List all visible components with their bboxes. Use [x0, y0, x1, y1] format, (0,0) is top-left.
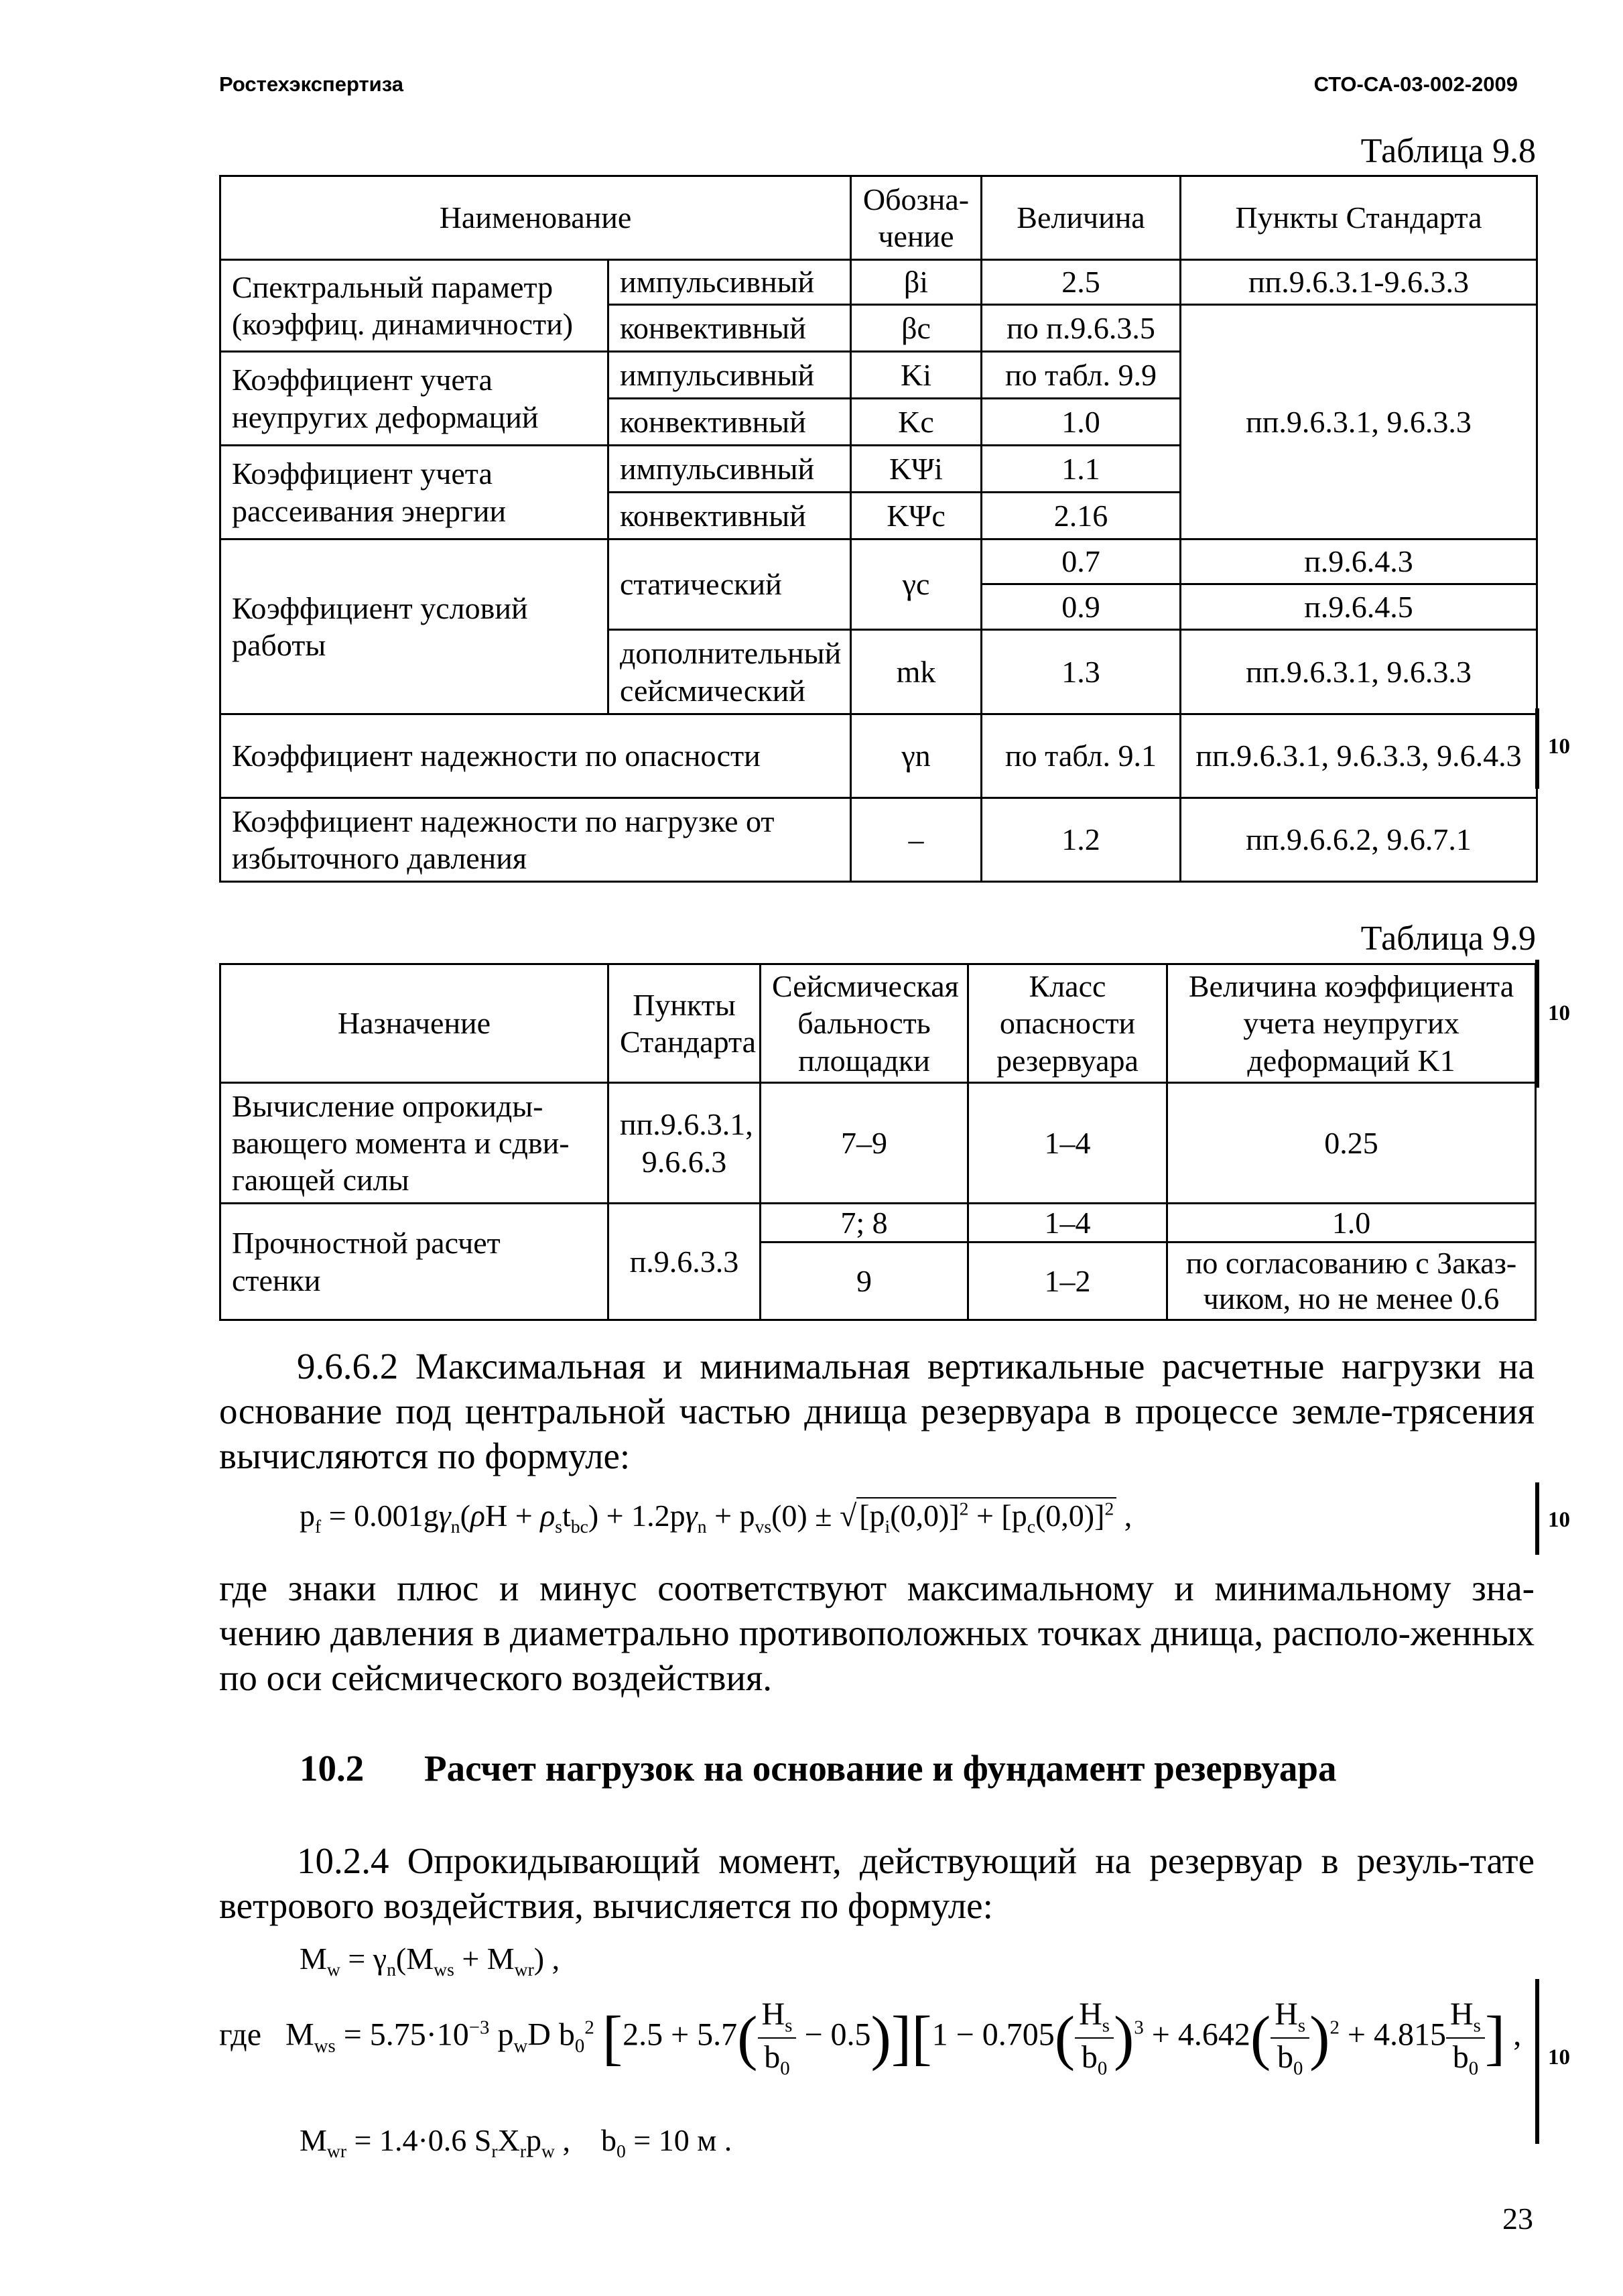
change-mark: 10 — [1548, 1001, 1570, 1025]
row-overturning-clauses: пп.9.6.3.1, 9.6.6.3 — [608, 1083, 761, 1204]
row-work-static-clauses-1: п.9.6.4.3 — [1181, 539, 1537, 584]
row-dissipation-convective-value: 2.16 — [982, 493, 1181, 539]
row-spectral-name: Спектральный параметр (коэффиц. динамичности) — [220, 260, 608, 352]
row-inelastic-name: Коэффициент учета неупругих деформаций — [220, 352, 608, 446]
row-strength-class-1: 1–4 — [968, 1204, 1167, 1242]
paragraph-9-6-6-2: 9.6.6.2 Максимальная и минимальная вертикальные расчетные нагрузки на основание под центральной частью днища резервуара в процессе земле-трясения вычисляются по формуле: — [219, 1346, 1535, 1476]
row-work-seismic-symbol: mk — [851, 630, 982, 714]
row-strength-purpose: Прочностной расчет стенки — [220, 1204, 608, 1320]
row-load-symbol: – — [851, 798, 982, 882]
row-work-static-value-1: 0.7 — [982, 539, 1181, 584]
table-9-9 — [219, 963, 1537, 1321]
rows-shared-clauses: пп.9.6.3.1, 9.6.3.3 — [1181, 305, 1537, 539]
row-dissipation-impulsive-value: 1.1 — [982, 446, 1181, 493]
row-work-seismic: дополнительный сейсмический — [608, 630, 851, 714]
row-work-name: Коэффициент условий работы — [220, 539, 608, 714]
row-overturning-purpose: Вычисление опрокиды-вающего момента и сдви-гающей силы — [220, 1083, 608, 1204]
column-header-purpose: Назначение — [220, 964, 608, 1083]
row-spectral-impulsive: импульсивный — [608, 260, 851, 305]
table-9-8 — [219, 175, 1538, 883]
row-strength-class-2: 1–2 — [968, 1242, 1167, 1320]
row-reliability-symbol: γn — [851, 714, 982, 798]
section-title: Расчет нагрузок на основание и фундамент резервуара — [424, 1748, 1337, 1789]
row-inelastic-impulsive: импульсивный — [608, 352, 851, 399]
row-work-seismic-value: 1.3 — [982, 630, 1181, 714]
row-dissipation-impulsive: импульсивный — [608, 446, 851, 493]
where-label: где — [219, 2017, 262, 2053]
column-header-seismic: Сейсмическая бальность площадки — [761, 964, 968, 1083]
change-mark: 10 — [1548, 735, 1570, 759]
row-reliability-name: Коэффициент надежности по опасности — [220, 714, 851, 798]
row-inelastic-convective-value: 1.0 — [982, 399, 1181, 446]
row-reliability-value: по табл. 9.1 — [982, 714, 1181, 798]
page-number: 23 — [1502, 2202, 1533, 2236]
column-header-clauses: Пункты Стандарта — [1181, 176, 1537, 260]
row-inelastic-convective-symbol: Kc — [851, 399, 982, 446]
row-load-clauses: пп.9.6.6.2, 9.6.7.1 — [1181, 798, 1537, 882]
row-overturning-seismic: 7–9 — [761, 1083, 968, 1204]
row-load-name: Коэффициент надежности по нагрузке от избыточного давления — [220, 798, 851, 882]
row-inelastic-impulsive-symbol: Ki — [851, 352, 982, 399]
row-inelastic-convective: конвективный — [608, 399, 851, 446]
row-spectral-convective: конвективный — [608, 305, 851, 352]
row-overturning-coefficient: 0.25 — [1167, 1083, 1536, 1204]
formula-mwr: $M_{wr} = 1.4\cdot 0.6$ $S_rX_rp_w$ , $b_0 = 10$ м . — [300, 2123, 732, 2162]
formula-pf: $p_f = 0.001g\gamma_n(\rho H + \rho_st_{bc}) + 1.2p\gamma_n + p_{vs}(0) \pm √[p_i(0,0)]^2 + [p_c(0,0)]^2$ , — [300, 1498, 1132, 1537]
row-strength-seismic-1: 7; 8 — [761, 1204, 968, 1242]
change-bar — [1535, 708, 1539, 789]
row-spectral-convective-symbol: βc — [851, 305, 982, 352]
column-header-clauses: Пункты Стандарта — [608, 964, 761, 1083]
row-strength-coefficient-2: по согласованию с Заказ-чиком, но не менее 0.6 — [1167, 1242, 1536, 1320]
column-header-value: Величина — [982, 176, 1181, 260]
column-header-name: Наименование — [220, 176, 851, 260]
row-work-static-symbol: γc — [851, 539, 982, 630]
formula-mws: где $M_{ws} = 5.75\cdot 10^{-3}$ $p_wD$ $b_0^2$ [2.5 + 5.7( $\frac{H_s}{b_0}$ − 0.5)][1 − 0.705( $\frac{H_s}{b_0}$ )$^3$ + 4.642( $\frac{H_s}{b_0}$ )$^2$ + 4.815 $\frac{H_s}{b_0}$ ] , — [219, 1996, 1522, 2080]
change-mark: 10 — [1548, 1508, 1570, 1532]
row-inelastic-impulsive-value: по табл. 9.9 — [982, 352, 1181, 399]
header-document-code: СТО-СА-03-002-2009 — [1313, 72, 1518, 96]
column-header-class: Класс опасности резервуара — [968, 964, 1167, 1083]
row-overturning-class: 1–4 — [968, 1083, 1167, 1204]
change-bar — [1535, 1482, 1539, 1555]
row-strength-clauses: п.9.6.3.3 — [608, 1204, 761, 1320]
row-work-seismic-clauses: пп.9.6.3.1, 9.6.3.3 — [1181, 630, 1537, 714]
row-dissipation-convective-symbol: KΨc — [851, 493, 982, 539]
row-spectral-impulsive-value: 2.5 — [982, 260, 1181, 305]
row-strength-coefficient-1: 1.0 — [1167, 1204, 1536, 1242]
row-work-static-value-2: 0.9 — [982, 584, 1181, 630]
row-work-static: статический — [608, 539, 851, 630]
paragraph-where-signs: где знаки плюс и минус соответствуют максимальному и минимальному зна-чению давления в диаметрально противоположных точках днища, располо-женных по оси сейсмического воздействия. — [219, 1568, 1535, 1698]
row-spectral-convective-value: по п.9.6.3.5 — [982, 305, 1181, 352]
paragraph-10-2-4: 10.2.4 Опрокидывающий момент, действующий на резервуар в резуль-тате ветрового воздействия, вычисляется по формуле: — [219, 1840, 1535, 1926]
change-bar — [1535, 960, 1539, 1088]
row-spectral-impulsive-symbol: βi — [851, 260, 982, 305]
row-dissipation-convective: конвективный — [608, 493, 851, 539]
column-header-coefficient: Величина коэффициента учета неупругих деформаций K1 — [1167, 964, 1536, 1083]
column-header-symbol: Обозна-чение — [851, 176, 982, 260]
row-load-value: 1.2 — [982, 798, 1181, 882]
table-9-8-caption: Таблица 9.8 — [1360, 132, 1536, 170]
row-strength-seismic-2: 9 — [761, 1242, 968, 1320]
section-number: 10.2 — [300, 1748, 365, 1789]
row-spectral-impulsive-clauses: пп.9.6.3.1-9.6.3.3 — [1181, 260, 1537, 305]
change-bar — [1535, 1979, 1539, 2144]
row-dissipation-impulsive-symbol: KΨi — [851, 446, 982, 493]
section-heading — [300, 1747, 1337, 1789]
header-organization: Ростехэкспертиза — [219, 72, 403, 96]
change-mark: 10 — [1548, 2045, 1570, 2069]
formula-mw: $M_w = \gamma_n(M_{ws} + M_{wr})$ , — [300, 1941, 560, 1980]
row-reliability-clauses: пп.9.6.3.1, 9.6.3.3, 9.6.4.3 — [1181, 714, 1537, 798]
row-work-static-clauses-2: п.9.6.4.5 — [1181, 584, 1537, 630]
table-9-9-caption: Таблица 9.9 — [1360, 919, 1536, 958]
row-dissipation-name: Коэффициент учета рассеивания энергии — [220, 446, 608, 539]
